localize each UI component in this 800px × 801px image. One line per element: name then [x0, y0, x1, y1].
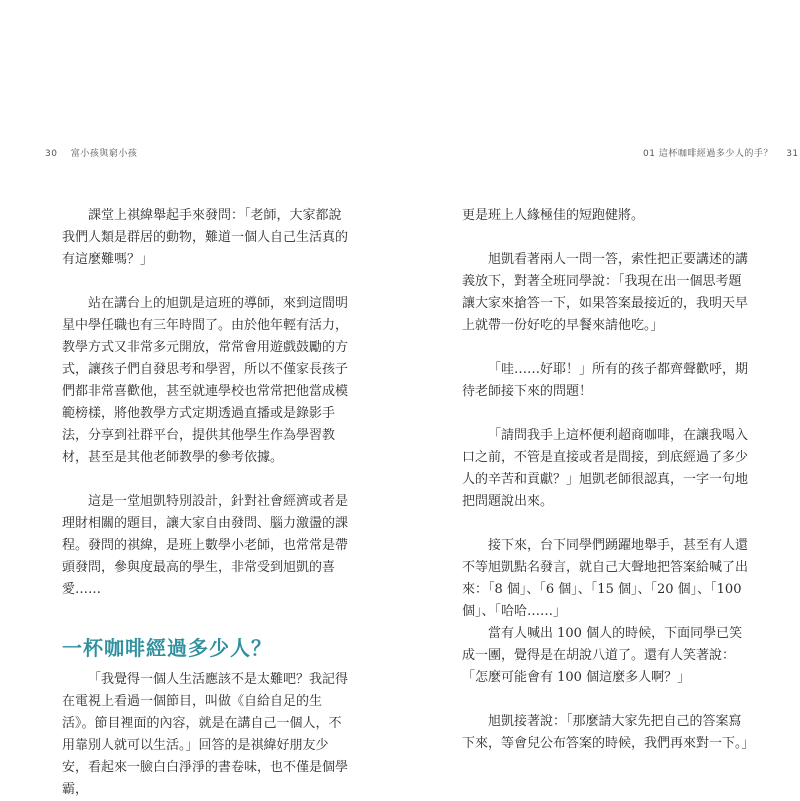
- paragraph: 當有人喊出 100 個人的時候，下面同學已笑成一團，覺得是在胡說八道了。還有人笑著說：「怎麼可能會有 100 個這麼多人啊？」: [462, 626, 743, 685]
- left-running-head: [35, 146, 137, 159]
- paragraph: 旭凱看著兩人一問一答，索性把正要講述的講義放下，對著全班同學說：「我現在出一個思考題讓大家來搶答一下，如果答案最接近的，我明天早上就帶一份好吃的早餐來請他吃。」: [462, 252, 749, 333]
- right-page: [400, 0, 800, 800]
- paragraph: 旭凱接著說：「那麼請大家先把自己的答案寫下來，等會兒公布答案的時候，我們再來對一下。」: [462, 714, 755, 751]
- right-body-column: [462, 205, 755, 755]
- left-page: [0, 0, 400, 800]
- paragraph: 「哇……好耶！」所有的孩子都齊聲歡呼，期待老師接下來的問題！: [462, 362, 749, 399]
- right-running-title: 01 這杯咖啡經過多少人的手？: [643, 149, 773, 159]
- left-running-title: 富小孩與窮小孩: [70, 149, 138, 159]
- paragraph: 更是班上人緣極佳的短跑健將。: [462, 208, 645, 223]
- right-running-head: [643, 146, 800, 159]
- paragraph: 課堂上祺緯舉起手來發問：「老師，大家都說我們人類是群居的動物，難道一個人自己生活真的有這麼難嗎？」: [62, 208, 349, 267]
- right-page-number: 31: [786, 149, 799, 159]
- left-body-column: [62, 205, 349, 801]
- section-heading: 一杯咖啡經過多少人？: [62, 636, 272, 660]
- left-page-number: 30: [45, 149, 58, 159]
- paragraph: 這是一堂旭凱特別設計，針對社會經濟或者是理財相關的題目，讓大家自由發問、腦力激盪的課程。發問的祺緯，是班上數學小老師，也常常是帶頭發問，參與度最高的學生，非常受到旭凱的喜愛……: [62, 494, 349, 597]
- paragraph: 「我覺得一個人生活應該不是太難吧？我記得在電視上看過一個節目，叫做《自給自足的生活》。節目裡面的內容，就是在講自己一個人，不用靠別人就可以生活。」回答的是祺緯好朋友少安，看起來一臉白白淨淨的書卷味，也不僅是個學霸，: [62, 672, 349, 797]
- paragraph: 接下來，台下同學們踴躍地舉手，甚至有人還不等旭凱點名發言，就自己大聲地把答案給喊了出來：「8 個」、「6 個」、「15 個」、「20 個」、「100 個」、「哈哈……」: [462, 538, 749, 619]
- paragraph: 「請問我手上這杯便利超商咖啡，在讓我喝入口之前，不管是直接或者是間接，到底經過了多少人的辛苦和貢獻？」旭凱老師很認真，一字一句地把問題說出來。: [462, 428, 749, 509]
- paragraph: 站在講台上的旭凱是這班的導師，來到這間明星中學任職也有三年時間了。由於他年輕有活力，教學方式又非常多元開放，常常會用遊戲鼓勵的方式，讓孩子們自發思考和學習，所以不僅家長孩子們都非常喜歡他，甚至就連學校也常常把他當成模範榜樣，將他教學方式定期透過直播或是錄影手法，分享到社群平台，提供其他學生作為學習教材，甚至是其他老師教學的參考依據。: [62, 296, 349, 465]
